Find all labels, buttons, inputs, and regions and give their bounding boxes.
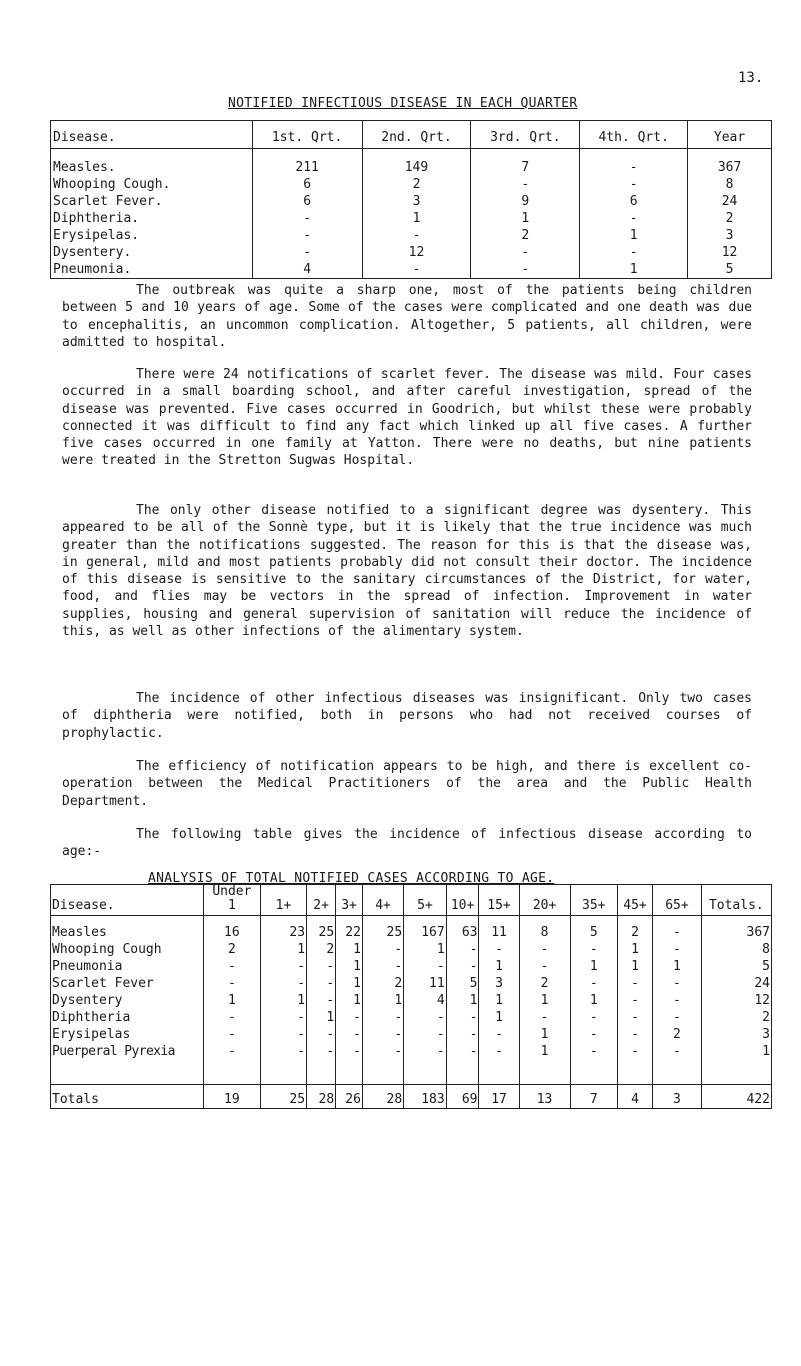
table-cell: 167 — [404, 916, 447, 942]
table-cell: 1 — [653, 958, 702, 975]
table-cell: - — [252, 227, 362, 244]
total-cell: 19 — [203, 1085, 260, 1109]
table2-header-cell: 45+ — [617, 885, 652, 916]
total-cell: 69 — [446, 1085, 479, 1109]
table-spacer-row — [51, 1060, 772, 1085]
table-cell: 5 — [570, 916, 617, 942]
disease-name: Whooping Cough. — [51, 176, 253, 193]
table-cell: 22 — [336, 916, 363, 942]
disease-name: Measles. — [51, 149, 253, 177]
total-cell: 7 — [570, 1085, 617, 1109]
table-cell: 63 — [446, 916, 479, 942]
table-cell: - — [252, 244, 362, 261]
totals-row — [51, 1085, 772, 1109]
table-row — [51, 992, 772, 1009]
table-cell: 1 — [479, 1009, 519, 1026]
disease-name: Measles — [51, 916, 204, 942]
table-cell: 5 — [688, 261, 772, 279]
table2-header-cell: 5+ — [404, 885, 447, 916]
table-row — [51, 176, 772, 193]
table-cell: 1 — [471, 210, 580, 227]
table-row — [51, 210, 772, 227]
disease-name: Erysipelas — [51, 1026, 204, 1043]
table-cell: 4 — [252, 261, 362, 279]
page-number: 13. — [738, 70, 764, 86]
disease-name: Dysentery. — [51, 244, 253, 261]
table-row — [51, 1043, 772, 1060]
table-cell: - — [362, 1043, 403, 1060]
table-cell: 2 — [471, 227, 580, 244]
disease-name: Dysentery — [51, 992, 204, 1009]
table-cell: 3 — [362, 193, 471, 210]
table-cell: 2 — [688, 210, 772, 227]
table-cell: - — [519, 958, 570, 975]
total-cell: 26 — [336, 1085, 363, 1109]
table-cell: 1 — [701, 1043, 771, 1060]
table-cell: - — [617, 1043, 652, 1060]
table2-header-cell: 4+ — [362, 885, 403, 916]
disease-name: Scarlet Fever. — [51, 193, 253, 210]
table-cell: 6 — [580, 193, 688, 210]
table-cell: 211 — [252, 149, 362, 177]
table-cell: - — [570, 1043, 617, 1060]
paragraph-scarlet-fever: There were 24 notifications of scarlet fever. The disease was mild. Four cases occurred in a small boarding school, and after careful investigation, spread of the disease was prevented. Five cases occurred in Goodrich, but whilst these were probably connected it was difficult to find any fact which linked up all five cases. A further five cases occurred in one family at Yatton. There were no deaths, but nine patients were treated in the Stretton Sugwas Hospital. — [62, 367, 752, 469]
table-row — [51, 975, 772, 992]
table-cell: - — [653, 1043, 702, 1060]
table-cell: - — [471, 261, 580, 279]
table-cell: - — [203, 975, 260, 992]
table-cell: - — [617, 992, 652, 1009]
table-cell: - — [203, 1026, 260, 1043]
table2-header-cell: 15+ — [479, 885, 519, 916]
table2-header-cell: 20+ — [519, 885, 570, 916]
table-cell: 1 — [580, 261, 688, 279]
table-cell: - — [446, 1009, 479, 1026]
table-cell: - — [580, 244, 688, 261]
table-cell: - — [570, 1009, 617, 1026]
table2-title: ANALYSIS OF TOTAL NOTIFIED CASES ACCORDING TO AGE. — [148, 871, 555, 886]
disease-name: Pneumonia — [51, 958, 204, 975]
table-cell: - — [446, 1043, 479, 1060]
table-cell: 25 — [362, 916, 403, 942]
table-cell: - — [446, 941, 479, 958]
table-cell: - — [307, 992, 336, 1009]
table-cell: - — [336, 1009, 363, 1026]
table1-header-cell: 1st. Qrt. — [252, 121, 362, 149]
table2-header-cell: Under 1 — [203, 885, 260, 916]
table-cell: 1 — [336, 958, 363, 975]
table-cell: - — [307, 1026, 336, 1043]
table-row — [51, 1009, 772, 1026]
table-cell: 6 — [252, 193, 362, 210]
table-cell: 3 — [701, 1026, 771, 1043]
quarterly-notifications-table — [50, 120, 772, 279]
table-row — [51, 916, 772, 942]
table-row — [51, 1026, 772, 1043]
table2-header-cell: Totals. — [701, 885, 771, 916]
table1-title: NOTIFIED INFECTIOUS DISEASE IN EACH QUARTER — [228, 96, 578, 111]
table-row — [51, 227, 772, 244]
total-cell: 28 — [362, 1085, 403, 1109]
total-cell: 28 — [307, 1085, 336, 1109]
table-cell: 24 — [701, 975, 771, 992]
table-cell: 8 — [701, 941, 771, 958]
table-cell: - — [570, 975, 617, 992]
table-cell: 1 — [362, 210, 471, 227]
table-cell: - — [203, 1043, 260, 1060]
table-cell: 1 — [446, 992, 479, 1009]
table-cell: - — [479, 941, 519, 958]
table-cell: - — [580, 176, 688, 193]
table1-header-cell: Year — [688, 121, 772, 149]
table-cell: - — [653, 975, 702, 992]
table-cell: 1 — [617, 958, 652, 975]
table-cell: 1 — [617, 941, 652, 958]
table-cell: 5 — [701, 958, 771, 975]
table-cell: 12 — [688, 244, 772, 261]
table-row — [51, 958, 772, 975]
table2-header-cell: 35+ — [570, 885, 617, 916]
table-cell: 1 — [336, 992, 363, 1009]
table1-header-cell: 3rd. Qrt. — [471, 121, 580, 149]
table-cell: - — [252, 210, 362, 227]
total-cell: 3 — [653, 1085, 702, 1109]
table-cell: 1 — [519, 992, 570, 1009]
table-cell: - — [260, 958, 306, 975]
table-cell: - — [260, 1043, 306, 1060]
totals-label: Totals — [51, 1085, 204, 1109]
table-cell: - — [471, 176, 580, 193]
table2-header-cell: 1+ — [260, 885, 306, 916]
table-cell: 1 — [479, 958, 519, 975]
table-cell: - — [362, 227, 471, 244]
table-cell: 149 — [362, 149, 471, 177]
table-cell: 2 — [203, 941, 260, 958]
table-cell: 1 — [336, 941, 363, 958]
paragraph-other-diseases: The incidence of other infectious diseases was insignificant. Only two cases of diphtheria were notified, both in persons who had not received courses of prophylactic. — [62, 691, 752, 741]
table-cell: - — [362, 1026, 403, 1043]
table-cell: 367 — [688, 149, 772, 177]
table-cell: 6 — [252, 176, 362, 193]
disease-name: Diphtheria — [51, 1009, 204, 1026]
table-cell: 1 — [479, 992, 519, 1009]
table-cell: 24 — [688, 193, 772, 210]
table-cell: - — [617, 1009, 652, 1026]
table-cell: 11 — [404, 975, 447, 992]
table-cell: 2 — [617, 916, 652, 942]
table-cell: 16 — [203, 916, 260, 942]
table-cell: 1 — [260, 941, 306, 958]
table-cell: - — [479, 1026, 519, 1043]
table-cell: - — [471, 244, 580, 261]
table-cell: 12 — [362, 244, 471, 261]
table-cell: 2 — [653, 1026, 702, 1043]
table-cell: 3 — [688, 227, 772, 244]
table-cell: 8 — [688, 176, 772, 193]
table-cell: 4 — [404, 992, 447, 1009]
table-cell: 2 — [519, 975, 570, 992]
table-cell: - — [404, 958, 447, 975]
age-analysis-table — [50, 884, 772, 1109]
table-cell: 7 — [471, 149, 580, 177]
table2-header-cell: 65+ — [653, 885, 702, 916]
table-cell: 1 — [203, 992, 260, 1009]
total-cell: 422 — [701, 1085, 771, 1109]
table-cell: - — [362, 261, 471, 279]
paragraph-age-table-intro: The following table gives the incidence of infectious disease according to age:- — [62, 827, 752, 860]
table-cell: 1 — [404, 941, 447, 958]
table-cell: 9 — [471, 193, 580, 210]
table-cell: - — [404, 1043, 447, 1060]
table-cell: 2 — [362, 975, 403, 992]
table-cell: - — [404, 1026, 447, 1043]
disease-name: Erysipelas. — [51, 227, 253, 244]
disease-name: Scarlet Fever — [51, 975, 204, 992]
table-cell: - — [260, 1009, 306, 1026]
disease-name: Whooping Cough — [51, 941, 204, 958]
table-row — [51, 941, 772, 958]
table-cell: 8 — [519, 916, 570, 942]
table-cell: - — [362, 1009, 403, 1026]
table2-header-row — [51, 885, 772, 916]
table-cell: - — [260, 1026, 306, 1043]
table-cell: - — [336, 1026, 363, 1043]
table-cell: - — [446, 1026, 479, 1043]
disease-name: Pneumonia. — [51, 261, 253, 279]
table1-header-cell: Disease. — [51, 121, 253, 149]
table-cell: 1 — [519, 1026, 570, 1043]
table-cell: - — [580, 149, 688, 177]
table-cell: 1 — [362, 992, 403, 1009]
table-row — [51, 193, 772, 210]
table-cell: - — [307, 958, 336, 975]
table-cell: 1 — [336, 975, 363, 992]
table-cell: - — [203, 1009, 260, 1026]
table-cell: - — [404, 1009, 447, 1026]
table-row — [51, 261, 772, 279]
table-cell: - — [362, 941, 403, 958]
table-cell: - — [307, 1043, 336, 1060]
table-cell: - — [580, 210, 688, 227]
table-cell: 25 — [307, 916, 336, 942]
disease-name: Diphtheria. — [51, 210, 253, 227]
table-cell: - — [203, 958, 260, 975]
table-cell: 2 — [362, 176, 471, 193]
total-cell: 4 — [617, 1085, 652, 1109]
table-cell: 1 — [570, 992, 617, 1009]
table-cell: 1 — [580, 227, 688, 244]
table-cell: - — [653, 941, 702, 958]
table-cell: - — [617, 1026, 652, 1043]
table-cell: - — [570, 1026, 617, 1043]
table-cell: - — [446, 958, 479, 975]
table-cell: 1 — [260, 992, 306, 1009]
paragraph-measles: The outbreak was quite a sharp one, most of the patients being children between 5 and 10 years of age. Some of the cases were complicated and one death was due to encephalitis, an uncommon complication. Altogether, 5 patients, all children, were admitted to hospital. — [62, 283, 752, 350]
table-row — [51, 149, 772, 177]
table-cell: - — [617, 975, 652, 992]
table-cell: - — [653, 992, 702, 1009]
table-cell: 11 — [479, 916, 519, 942]
table-cell: 12 — [701, 992, 771, 1009]
table-cell: 23 — [260, 916, 306, 942]
total-cell: 183 — [404, 1085, 447, 1109]
table-cell: - — [362, 958, 403, 975]
table2-header-cell: 3+ — [336, 885, 363, 916]
table2-header-cell: Disease. — [51, 885, 204, 916]
table-cell: - — [519, 941, 570, 958]
table1-header-row — [51, 121, 772, 149]
table1-header-cell: 2nd. Qrt. — [362, 121, 471, 149]
paragraph-notification-efficiency: The efficiency of notification appears to be high, and there is excellent co-operation between the Medical Practitioners of the area and the Public Health Department. — [62, 759, 752, 809]
table-cell: 2 — [701, 1009, 771, 1026]
table-cell: - — [336, 1043, 363, 1060]
total-cell: 13 — [519, 1085, 570, 1109]
table-cell: 3 — [479, 975, 519, 992]
table2-header-cell: 2+ — [307, 885, 336, 916]
table-cell: - — [260, 975, 306, 992]
table2-header-cell: 10+ — [446, 885, 479, 916]
table-cell: - — [570, 941, 617, 958]
table-cell: 1 — [570, 958, 617, 975]
disease-name: Puerperal Pyrexia — [51, 1043, 204, 1060]
table1-header-cell: 4th. Qrt. — [580, 121, 688, 149]
table-cell: - — [653, 1009, 702, 1026]
table-cell: - — [307, 975, 336, 992]
table-cell: 367 — [701, 916, 771, 942]
total-cell: 17 — [479, 1085, 519, 1109]
paragraph-dysentery: The only other disease notified to a significant degree was dysentery. This appeared to be all of the Sonnè type, but it is likely that the true incidence was much greater than the notifications suggested. The reason for this is that the disease was, in general, mild and most patients probably did not consult their doctor. The incidence of this disease is sensitive to the sanitary circumstances of the District, for water, food, and flies may be vectors in the spread of infection. Improvement in water supplies, housing and general supervision of sanitation will reduce the incidence of this, as well as other infections of the alimentary system. — [62, 503, 752, 640]
table-cell: - — [653, 916, 702, 942]
table-cell: 1 — [519, 1043, 570, 1060]
table-row — [51, 244, 772, 261]
table-cell: 1 — [307, 1009, 336, 1026]
table-cell: - — [479, 1043, 519, 1060]
total-cell: 25 — [260, 1085, 306, 1109]
table-cell: - — [519, 1009, 570, 1026]
table-cell: 2 — [307, 941, 336, 958]
table-cell: 5 — [446, 975, 479, 992]
